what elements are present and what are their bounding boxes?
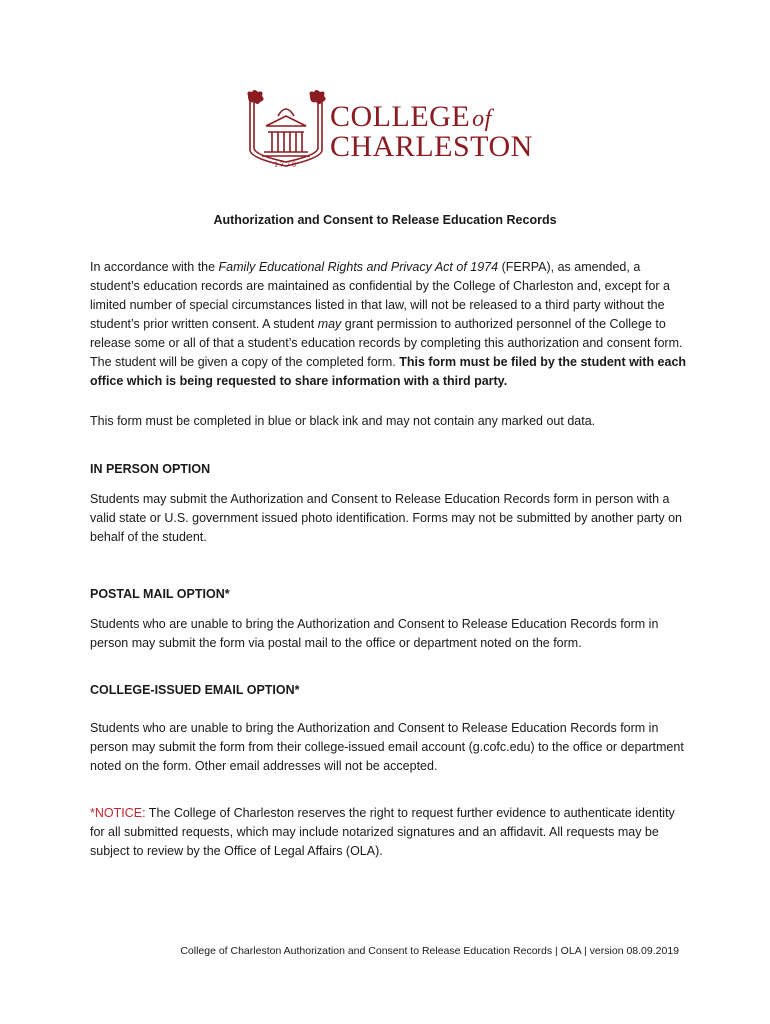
notice-label: *NOTICE: xyxy=(90,806,146,820)
logo-wordmark-college: COLLEGEof xyxy=(330,100,492,133)
document-title: Authorization and Consent to Release Education Records xyxy=(213,213,557,227)
page-footer: College of Charleston Authorization and Consent to Release Education Records | OLA | version 08.09.2019 xyxy=(180,945,679,957)
in-person-heading: IN PERSON OPTION xyxy=(90,462,211,476)
college-logo xyxy=(244,88,534,176)
postal-heading: POSTAL MAIL OPTION* xyxy=(90,587,230,601)
ink-note: This form must be completed in blue or black ink and may not contain any marked out data. xyxy=(90,414,596,428)
postal-text: Students who are unable to bring the Authorization and Consent to Release Education Records form in person may submit the form via postal mail to the office or department noted on the form. xyxy=(90,617,659,650)
intro-paragraph: In accordance with the Family Educational Rights and Privacy Act of 1974 (FERPA), as amended, a student’s education records are maintained as confidential by the College of Charleston and, except for a limited number of special circumstances listed in that law, will not be released to a third party without the student’s prior written consent. A student may grant permission to authorized personnel of the College to release some or all of that a student’s education records by completing this authorization and consent form. The student will be given a copy of the completed form. This form must be filed by the student with each office which is being requested to share information with a third party. xyxy=(90,260,687,388)
logo-year: 1770 xyxy=(274,160,298,169)
in-person-text: Students may submit the Authorization and Consent to Release Education Records form in person with a valid state or U.S. government issued photo identification. Forms may not be submitted by another party on behalf of the student. xyxy=(90,492,682,544)
notice-paragraph: *NOTICE: The College of Charleston reserves the right to request further evidence to authenticate identity for all submitted requests, which may include notarized signatures and an affidavit. All requests may be subject to review by the Office of Legal Affairs (OLA). xyxy=(90,806,675,858)
email-text: Students who are unable to bring the Authorization and Consent to Release Education Records form in person may submit the form from their college-issued email account (g.cofc.edu) to the office or department noted on the form. Other email addresses will not be accepted. xyxy=(90,721,684,773)
email-heading: COLLEGE-ISSUED EMAIL OPTION* xyxy=(90,683,300,697)
logo-wordmark-charleston: CHARLESTON xyxy=(330,130,533,163)
